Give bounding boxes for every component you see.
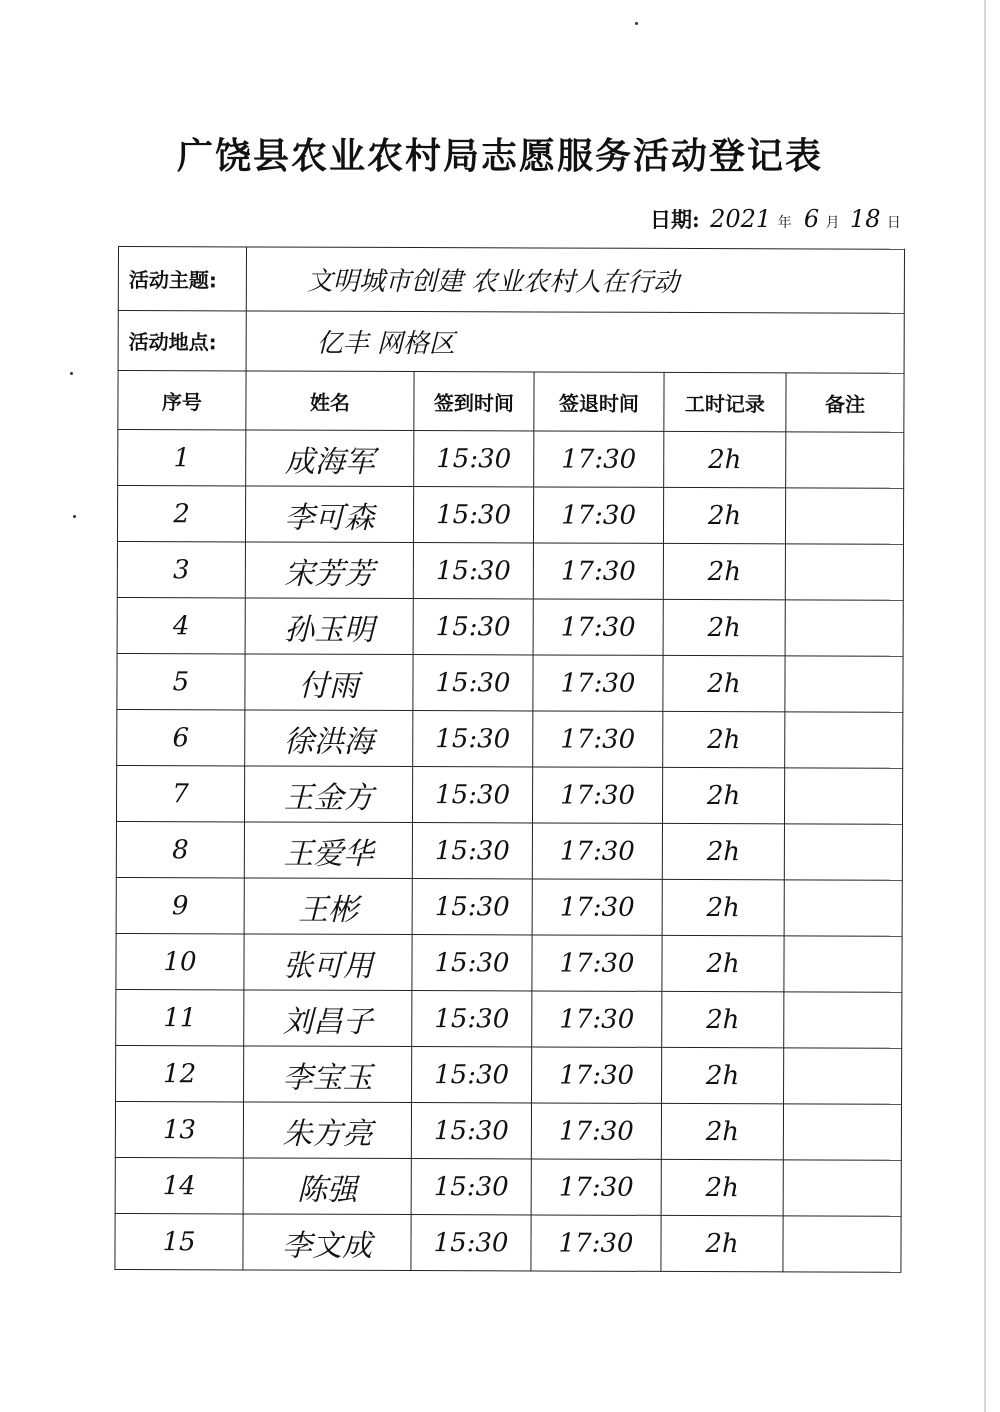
row-sign-in-time: 15:30 bbox=[411, 1103, 531, 1159]
row-number: 7 bbox=[116, 765, 244, 821]
row-hours: 2h bbox=[662, 935, 784, 991]
row-name-signature: 王金方 bbox=[244, 766, 412, 823]
col-header-name: 姓名 bbox=[246, 371, 414, 431]
row-note bbox=[785, 600, 903, 656]
row-note bbox=[785, 488, 903, 544]
location-value: 亿丰 网格区 bbox=[246, 311, 904, 373]
row-number: 15 bbox=[115, 1213, 243, 1269]
scan-speck bbox=[635, 22, 638, 25]
row-sign-out-time: 17:30 bbox=[533, 655, 663, 711]
row-name-signature: 李可森 bbox=[245, 486, 413, 543]
row-sign-out-time: 17:30 bbox=[531, 1159, 661, 1215]
row-sign-out-time: 17:30 bbox=[533, 599, 663, 655]
row-hours: 2h bbox=[662, 991, 784, 1047]
row-name-signature: 孙玉明 bbox=[245, 598, 413, 655]
row-hours: 2h bbox=[661, 1159, 783, 1215]
table-row bbox=[116, 1045, 902, 1104]
row-note bbox=[785, 712, 903, 768]
row-note bbox=[786, 432, 904, 488]
scan-edge-line bbox=[984, 0, 986, 1412]
row-number: 3 bbox=[117, 541, 245, 597]
row-name-signature: 王爱华 bbox=[244, 822, 412, 879]
row-sign-in-time: 15:30 bbox=[412, 823, 532, 879]
row-number: 9 bbox=[116, 877, 244, 933]
row-name-signature: 朱方亮 bbox=[243, 1102, 411, 1159]
row-sign-out-time: 17:30 bbox=[532, 1047, 662, 1103]
row-number: 1 bbox=[118, 430, 246, 486]
date-year: 2021 bbox=[710, 205, 772, 233]
row-name-signature: 徐洪海 bbox=[245, 710, 413, 767]
row-hours: 2h bbox=[663, 599, 785, 655]
row-hours: 2h bbox=[662, 767, 784, 823]
col-header-hours: 工时记录 bbox=[664, 372, 786, 431]
row-hours: 2h bbox=[664, 431, 786, 487]
row-sign-out-time: 17:30 bbox=[533, 543, 663, 599]
date-day-unit: 日 bbox=[886, 215, 901, 231]
location-label: 活动地点: bbox=[118, 311, 246, 371]
header-row bbox=[118, 371, 904, 433]
row-hours: 2h bbox=[663, 543, 785, 599]
row-note bbox=[783, 1160, 901, 1216]
row-number: 14 bbox=[115, 1157, 243, 1213]
row-hours: 2h bbox=[662, 1047, 784, 1103]
row-name-signature: 成海军 bbox=[246, 430, 414, 487]
row-sign-out-time: 17:30 bbox=[531, 1103, 661, 1159]
row-name-signature: 张可用 bbox=[244, 934, 412, 991]
row-note bbox=[783, 1216, 901, 1272]
table-body bbox=[115, 430, 904, 1273]
table-row bbox=[115, 1101, 901, 1160]
date-row bbox=[650, 204, 910, 240]
row-sign-in-time: 15:30 bbox=[412, 1047, 532, 1103]
row-sign-in-time: 15:30 bbox=[411, 1159, 531, 1215]
table-row bbox=[118, 430, 904, 489]
row-sign-out-time: 17:30 bbox=[533, 487, 663, 543]
row-sign-in-time: 15:30 bbox=[412, 991, 532, 1047]
row-note bbox=[784, 824, 902, 880]
table-row bbox=[115, 1213, 901, 1272]
row-number: 5 bbox=[117, 653, 245, 709]
row-sign-out-time: 17:30 bbox=[533, 711, 663, 767]
row-sign-out-time: 17:30 bbox=[532, 935, 662, 991]
table-row bbox=[117, 597, 903, 656]
row-sign-in-time: 15:30 bbox=[413, 599, 533, 655]
row-number: 8 bbox=[116, 821, 244, 877]
col-header-sign-in: 签到时间 bbox=[414, 372, 534, 431]
table-row bbox=[116, 821, 902, 880]
row-sign-out-time: 17:30 bbox=[532, 767, 662, 823]
col-header-no: 序号 bbox=[118, 371, 246, 430]
location-row bbox=[118, 311, 904, 374]
row-note bbox=[784, 880, 902, 936]
table-row bbox=[117, 709, 903, 768]
row-hours: 2h bbox=[663, 655, 785, 711]
row-note bbox=[785, 656, 903, 712]
row-number: 11 bbox=[116, 989, 244, 1045]
row-hours: 2h bbox=[663, 711, 785, 767]
row-hours: 2h bbox=[663, 487, 785, 543]
date-year-unit: 年 bbox=[777, 215, 792, 231]
date-month-unit: 月 bbox=[825, 215, 840, 231]
table-row bbox=[116, 933, 902, 992]
row-number: 12 bbox=[116, 1045, 244, 1101]
date-label: 日期: bbox=[650, 207, 700, 232]
row-note bbox=[784, 992, 902, 1048]
row-note bbox=[785, 544, 903, 600]
row-sign-in-time: 15:30 bbox=[413, 711, 533, 767]
col-header-sign-out: 签退时间 bbox=[534, 372, 664, 431]
row-note bbox=[784, 1048, 902, 1104]
theme-row bbox=[118, 247, 904, 314]
row-sign-in-time: 15:30 bbox=[414, 431, 534, 487]
table-row bbox=[117, 653, 903, 712]
row-number: 13 bbox=[115, 1101, 243, 1157]
row-hours: 2h bbox=[662, 823, 784, 879]
row-sign-in-time: 15:30 bbox=[411, 1215, 531, 1271]
row-hours: 2h bbox=[661, 1103, 783, 1159]
row-sign-out-time: 17:30 bbox=[532, 823, 662, 879]
row-number: 10 bbox=[116, 933, 244, 989]
row-number: 4 bbox=[117, 597, 245, 653]
row-note bbox=[784, 936, 902, 992]
row-sign-out-time: 17:30 bbox=[531, 1215, 661, 1271]
table-row bbox=[116, 765, 902, 824]
table-row bbox=[117, 541, 903, 600]
col-header-note: 备注 bbox=[786, 373, 904, 432]
table-row bbox=[116, 877, 902, 936]
date-day: 18 bbox=[849, 205, 881, 233]
row-name-signature: 刘昌子 bbox=[244, 990, 412, 1047]
form-title: 广饶县农业农村局志愿服务活动登记表 bbox=[176, 135, 823, 177]
row-name-signature: 陈强 bbox=[243, 1158, 411, 1215]
row-name-signature: 付雨 bbox=[245, 654, 413, 711]
row-note bbox=[783, 1104, 901, 1160]
row-sign-in-time: 15:30 bbox=[412, 935, 532, 991]
row-name-signature: 李宝玉 bbox=[244, 1046, 412, 1103]
row-sign-in-time: 15:30 bbox=[413, 487, 533, 543]
table-row bbox=[116, 989, 902, 1048]
row-name-signature: 宋芳芳 bbox=[245, 542, 413, 599]
scan-speck bbox=[70, 372, 73, 375]
row-note bbox=[784, 768, 902, 824]
row-hours: 2h bbox=[661, 1215, 783, 1271]
row-sign-out-time: 17:30 bbox=[532, 879, 662, 935]
theme-value: 文明城市创建 农业农村人在行动 bbox=[246, 247, 904, 313]
row-sign-in-time: 15:30 bbox=[413, 655, 533, 711]
theme-label: 活动主题: bbox=[118, 247, 246, 311]
row-sign-in-time: 15:30 bbox=[412, 767, 532, 823]
date-month: 6 bbox=[803, 205, 820, 233]
scan-speck bbox=[73, 515, 76, 518]
table-row bbox=[117, 486, 903, 545]
row-sign-in-time: 15:30 bbox=[413, 543, 533, 599]
row-sign-out-time: 17:30 bbox=[534, 431, 664, 487]
row-sign-out-time: 17:30 bbox=[532, 991, 662, 1047]
row-sign-in-time: 15:30 bbox=[412, 879, 532, 935]
row-name-signature: 李文成 bbox=[243, 1214, 411, 1271]
table-row bbox=[115, 1157, 901, 1216]
registration-table bbox=[114, 246, 905, 1273]
row-number: 6 bbox=[117, 709, 245, 765]
row-number: 2 bbox=[117, 486, 245, 542]
row-hours: 2h bbox=[662, 879, 784, 935]
row-name-signature: 王彬 bbox=[244, 878, 412, 935]
